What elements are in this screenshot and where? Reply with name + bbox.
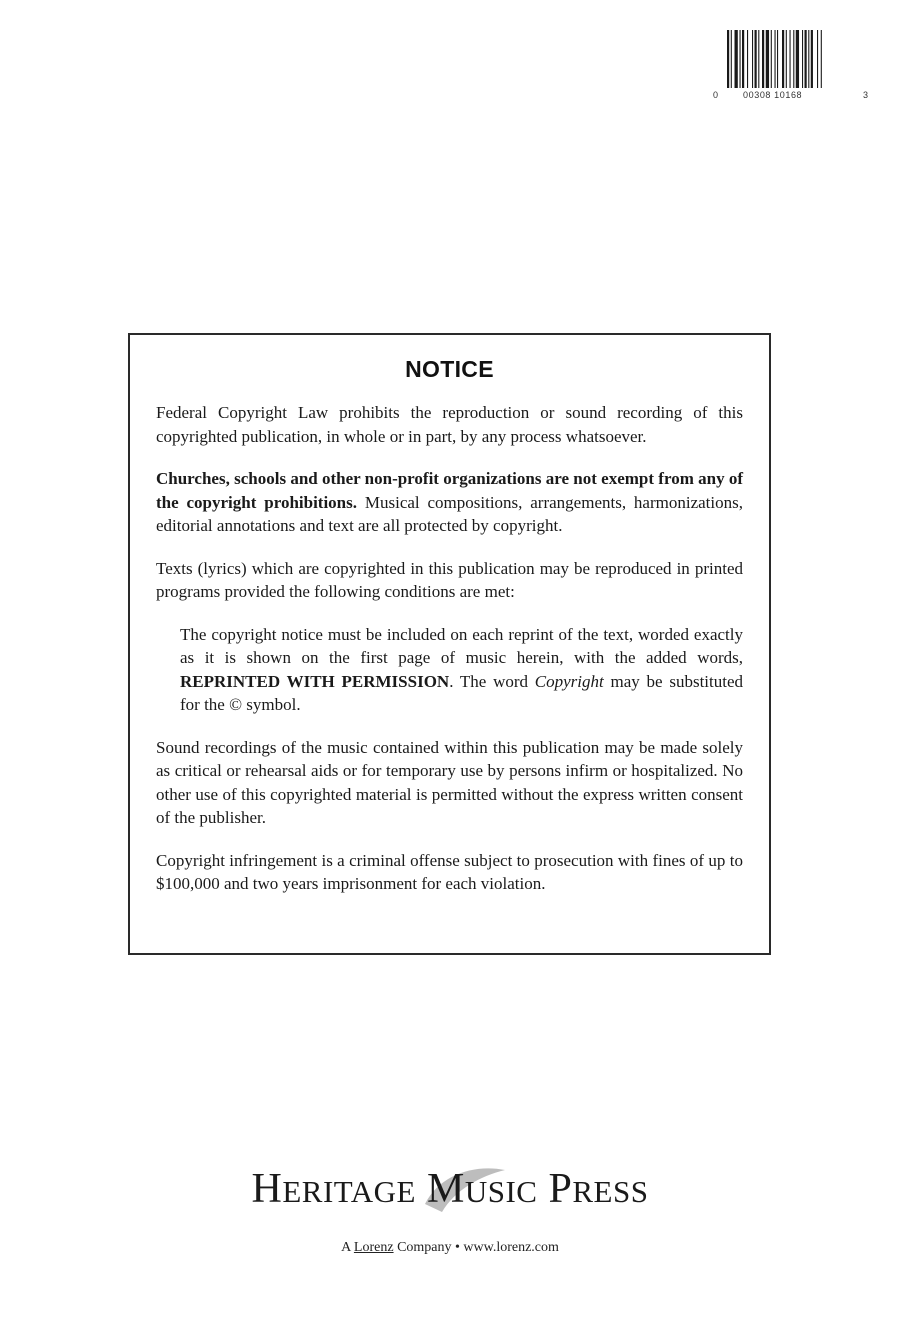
barcode-bar <box>802 30 803 88</box>
barcode-bar <box>771 30 772 88</box>
barcode-bar <box>775 30 776 88</box>
barcode-bar <box>766 30 769 88</box>
barcode-bar <box>811 30 813 88</box>
notice-paragraph-5: Sound recordings of the music contained within this publication may be made solely as critical or rehearsal aids or for temporary use by persons infirm or hospitalized. No other use of this copyrighted material is permitted without the express written consent of the publisher. <box>156 737 743 827</box>
barcode-bar <box>782 30 784 88</box>
barcode-digit-left: 0 <box>713 90 719 100</box>
notice-paragraph-4-c: may be substituted for the © symbol. <box>180 671 744 714</box>
barcode-bar <box>790 30 791 88</box>
barcode-bar <box>731 30 732 88</box>
publisher-subline <box>0 1240 900 1256</box>
publisher-name-h: H <box>251 1166 283 1212</box>
notice-title: NOTICE <box>405 356 494 382</box>
barcode-bar <box>755 30 757 88</box>
barcode-digit-right: 3 <box>863 90 869 100</box>
barcode-bar <box>747 30 748 88</box>
barcode-bar <box>727 30 729 88</box>
notice-paragraph-2-bold: Churches, schools and other non-profit organizations are not exempt from any of the copyright prohibitions. <box>156 469 743 512</box>
publisher-logo <box>0 1168 900 1210</box>
barcode-bar <box>752 30 753 88</box>
barcode-bar <box>786 30 787 88</box>
publisher-subline-company-url: Company • www.lorenz.com <box>393 1240 559 1255</box>
barcode-bar <box>740 30 741 88</box>
publisher-name <box>252 1166 649 1212</box>
notice-paragraph-3: Texts (lyrics) which are copyrighted in this publication may be reproduced in printed programs provided the following conditions are met: <box>156 558 743 601</box>
notice-paragraph-1: Federal Copyright Law prohibits the reproduction or sound recording of this copyrighted publication, in whole or in part, by any process whatsoever. <box>156 403 743 446</box>
publisher-name-p: P <box>548 1166 573 1212</box>
barcode-bar <box>821 30 822 88</box>
notice-paragraph-2 <box>156 467 743 538</box>
notice-paragraph-6: Copyright infringement is a criminal offense subject to prosecution with fines of up to $100,000 and two years imprisonment for each violation. <box>156 850 743 893</box>
barcode-bar <box>805 30 807 88</box>
notice-paragraph-4-a: The copyright notice must be included on each reprint of the text, worded exactly as it is shown on the first page of music herein, with the added words, <box>180 624 743 667</box>
notice-paragraph-2-rest: Musical compositions, arrangements, harmonizations, editorial annotations and text are all protected by copyright. <box>156 492 743 535</box>
barcode-bar <box>758 30 759 88</box>
publisher-name-ress: RESS <box>572 1174 649 1209</box>
barcode-bar <box>742 30 744 88</box>
barcode-digits: 00308 10168 <box>743 90 803 100</box>
notice-paragraph-4 <box>180 623 743 717</box>
notice-paragraph-4-b: . The word <box>449 671 535 691</box>
publisher-subline-a: A <box>341 1240 354 1255</box>
copyright-notice-box <box>128 333 771 955</box>
publisher-name-usic: USIC <box>464 1174 538 1209</box>
publisher-name-eritage: ERITAGE <box>282 1174 416 1209</box>
barcode-bar <box>793 30 794 88</box>
barcode-bar <box>762 30 764 88</box>
barcode-bar <box>777 30 778 88</box>
barcode <box>713 30 871 100</box>
barcode-bar <box>735 30 738 88</box>
lorenz-brand: Lorenz <box>353 1240 394 1255</box>
barcode-bar <box>808 30 809 88</box>
barcode-bars <box>727 30 859 88</box>
notice-reprinted-with-permission: REPRINTED WITH PERMISSION <box>180 671 450 691</box>
notice-copyright-word: Copyright <box>534 671 604 691</box>
publisher-name-m: M <box>426 1166 465 1212</box>
barcode-bar <box>796 30 799 88</box>
barcode-bar <box>817 30 818 88</box>
